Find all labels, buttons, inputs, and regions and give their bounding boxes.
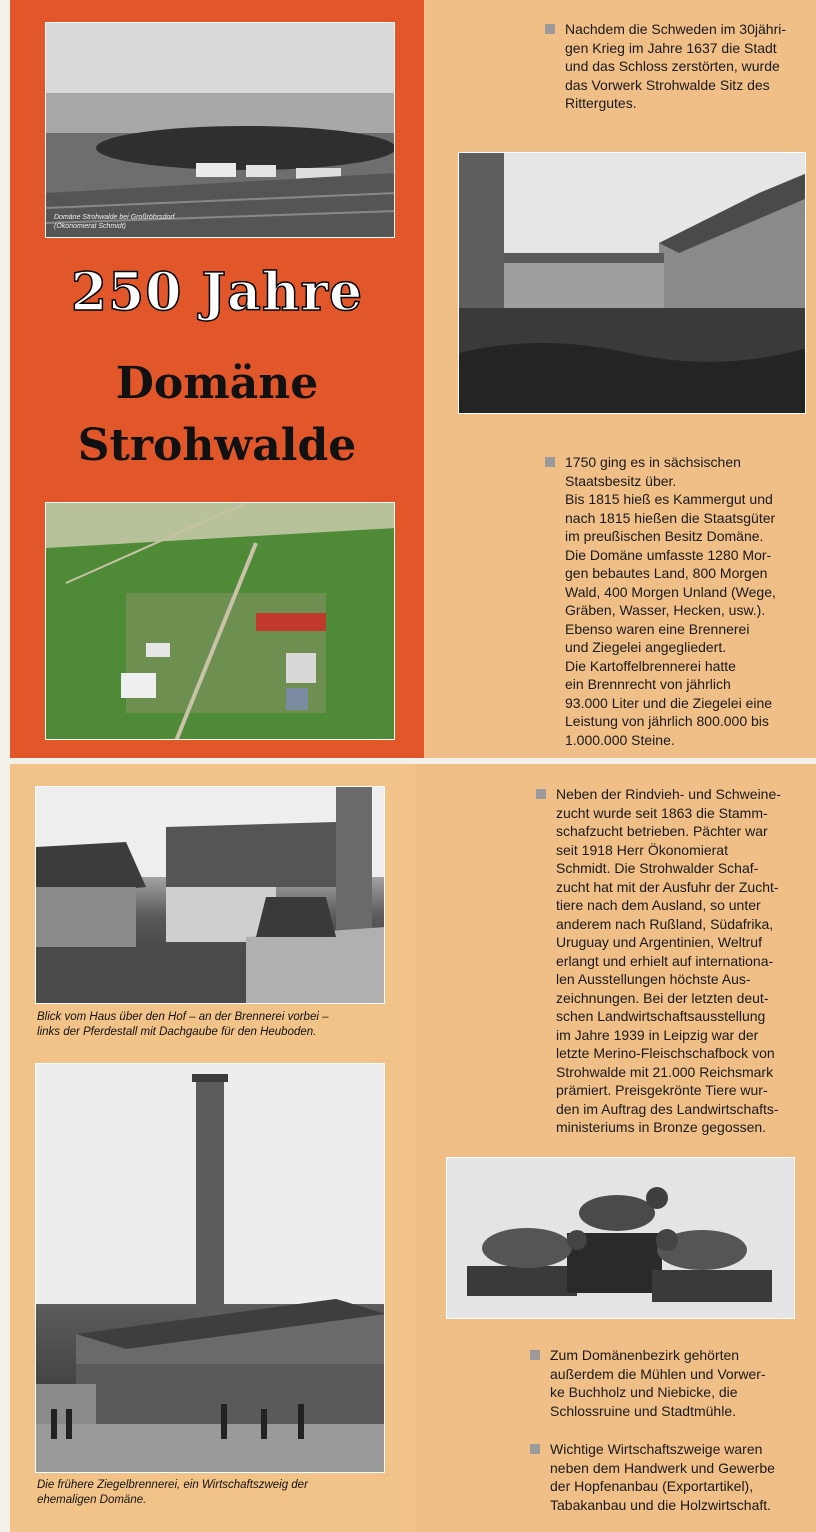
bullet-square-icon bbox=[530, 1350, 540, 1360]
caption-farmyard: Blick vom Haus über den Hof – an der Brennerei vorbei – links der Pferdestall mit Dachgaube für den Heuboden. bbox=[37, 1011, 329, 1038]
aerial-photo-historic-drawing bbox=[46, 23, 395, 238]
bullet-square-icon bbox=[545, 24, 555, 34]
courtyard-photo bbox=[458, 152, 806, 414]
farmyard-distillery-photo bbox=[35, 786, 385, 1004]
text-block-swedes bbox=[565, 20, 805, 113]
brickworks-photo bbox=[35, 1063, 385, 1473]
bullet-square-icon bbox=[545, 457, 555, 467]
aerial-photo-color bbox=[45, 502, 395, 740]
aerial-photo-historic bbox=[45, 22, 395, 238]
paragraph-economy: Wichtige Wirtschaftszweige waren neben dem Handwerk und Gewerbe der Hopfenanbau (Exportartikel), Tabakanbau und die Holzwirtschaft. bbox=[550, 1441, 775, 1513]
cover-title-domaene: Domäne bbox=[115, 358, 319, 409]
cover-title-strohwalde: Strohwalde bbox=[77, 420, 357, 471]
paragraph-state-ownership: 1750 ging es in sächsischen Staatsbesitz über. Bis 1815 hieß es Kammergut und nach 1815 hießen die Staatsgüter im preußischen Besitz Domäne. Die Domäne umfasste 1280 Mor- gen bebautes Land, 800 Morgen Wald, 400 Morgen Unland (Wege, Gräben, Wasser, Hecken, usw.). Ebenso waren eine Brennerei und Ziegelei angegliedert. Die Kartoffelbrennerei hatte ein Brennrecht von jährlich 93.000 Liter und die Ziegelei eine Leistung von jährlich 800.000 bis 1.000.000 Steine. bbox=[565, 454, 776, 748]
text-block-economy bbox=[550, 1440, 800, 1514]
paragraph-sheep-breeding: Neben der Rindvieh- und Schweine- zucht wurde seit 1863 die Stamm- schafzucht betrieben. Pächter war seit 1918 Herr Ökonomierat Schmidt. Die Strohwalder Schaf- zucht hat mit der Ausfuhr der Zucht- tiere nach dem Ausland, so unter anderem nach Rußland, Südafrika, Uruguay und Argentinien, Weltruf erlangt und erhielt auf internationa- len Ausstellungen höchste Aus- zeichnungen. Bei der letzten deut- schen Landwirtschaftsausstellung im Jahre 1939 in Leipzig war der letzte Merino-Fleischschafbock von Strohwalde mit 21.000 Reichsmark prämiert. Preisgekrönte Tiere wur- den im Auftrag des Landwirtschafts- ministeriums in Bronze gegossen. bbox=[556, 786, 781, 1135]
caption-brickworks: Die frühere Ziegelbrennerei, ein Wirtschaftszweig der ehemaligen Domäne. bbox=[37, 1479, 308, 1506]
cover-title-years: 250 Jahre bbox=[70, 262, 364, 323]
text-block-sheep-breeding bbox=[556, 785, 806, 1137]
courtyard-photo-drawing bbox=[459, 153, 806, 414]
aerial-photo-color-drawing bbox=[46, 503, 395, 740]
bullet-square-icon bbox=[530, 1444, 540, 1454]
paragraph-swedes: Nachdem die Schweden im 30jähri- gen Krieg im Jahre 1637 die Stadt und das Schloss zerstörten, wurde das Vorwerk Strohwalde Sitz des Rittergutes. bbox=[565, 21, 786, 111]
paragraph-district: Zum Domänenbezirk gehörten außerdem die Mühlen und Vorwer- ke Buchholz und Niebicke, die Schlossruine und Stadtmühle. bbox=[550, 1347, 766, 1419]
aerial-photo-caption: Domäne Strohwalde bei Großröhrsdorf (Ökonomierat Schmidt) bbox=[54, 214, 175, 230]
text-block-district bbox=[550, 1346, 800, 1420]
brickworks-drawing bbox=[36, 1064, 385, 1473]
bullet-square-icon bbox=[536, 789, 546, 799]
bronze-sheep-drawing bbox=[447, 1158, 795, 1319]
text-block-state-ownership bbox=[565, 453, 805, 749]
farmyard-distillery-drawing bbox=[36, 787, 385, 1004]
bronze-sheep-photo bbox=[446, 1157, 795, 1319]
